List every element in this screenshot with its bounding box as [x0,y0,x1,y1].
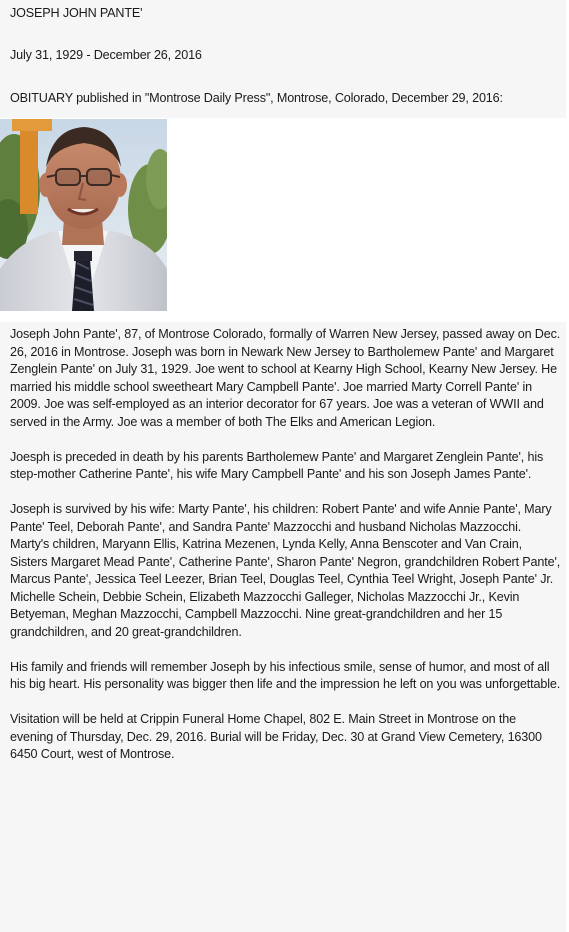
portrait-photo [0,119,167,311]
portrait-illustration [0,119,167,311]
paragraph-survived: Joseph is survived by his wife: Marty Pante', his children: Robert Pante' and wife Annie Pante', Mary Pante' Teel, Deborah Pante', and Sandra Pante' Mazzocchi and husband Nicholas Mazzocchi. Marty's children, Maryann Ellis, Katrina Mezenen, Lynda Kelly, Anna Benscoter and Van Crain, Sisters Margaret Mead Pante', Catherine Pante', Sharon Pante' Negron, grandchildren Robert Pante', Marcus Pante', Jessica Teel Leezer, Brian Teel, Douglas Teel, Cynthia Teel Wright, Joseph Pante' Jr. Michelle Schein, Debbie Schein, Elizabeth Mazzocchi Galleger, Nicholas Mazzocchi Jr., Kevin Betyeman, Meghan Mazzocchi, Campbell Mazzocchi. Nine great-grandchildren and her 15 grandchildren, and 20 great-grandchildren. [10,502,561,639]
publication-note: OBITUARY published in "Montrose Daily Press", Montrose, Colorado, December 29, 2016: [10,91,503,105]
obituary-body [10,326,562,781]
paragraph-biography: Joseph John Pante', 87, of Montrose Colorado, formally of Warren New Jersey, passed away on Dec. 26, 2016 in Montrose. Joseph was born in Newark New Jersey to Bartholemew Pante' and Margaret Zenglein Pante' on July 31, 1929. Joe went to school at Kearny High School, Kearny New Jersey. He married his middle school sweetheart Mary Campbell Pante'. Joe married Marty Correll Pante' in 2009. Joe was self-employed as an interior decorator for 67 years. Joe was a veteran of WWII and served in the Army. Joe was a member of both The Elks and American Legion. [10,327,561,429]
life-dates: July 31, 1929 - December 26, 2016 [10,48,202,62]
paragraph-visitation: Visitation will be held at Crippin Funeral Home Chapel, 802 E. Main Street in Montrose on the evening of Thursday, Dec. 29, 2016. Burial will be Friday, Dec. 30 at Grand View Cemetery, 16300 6450 Court, west of Montrose. [10,712,542,761]
paragraph-remembrance: His family and friends will remember Joseph by his infectious smile, sense of humor, and most of all his big heart. His personality was bigger then life and the impression he left on you was unforgettable. [10,659,561,691]
deceased-name-heading: JOSEPH JOHN PANTE' [10,6,143,20]
paragraph-preceded: Joesph is preceded in death by his parents Bartholemew Pante' and Margaret Zenglein Pante', his step-mother Catherine Pante', his wife Mary Campbell Pante' and his son Joseph James Pante'. [10,449,544,481]
